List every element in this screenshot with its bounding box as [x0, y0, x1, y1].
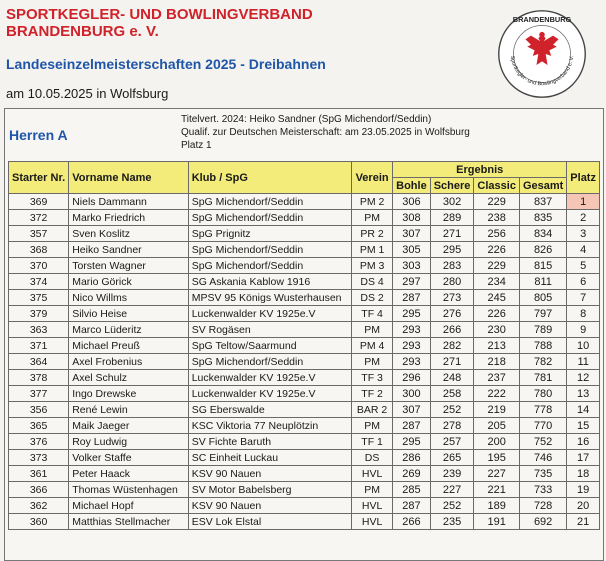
- score-bohle: 266: [393, 514, 431, 530]
- score-schere: 278: [430, 418, 474, 434]
- player-name: Mario Görick: [69, 274, 189, 290]
- verein-code: PM 1: [352, 242, 393, 258]
- score-classic: 191: [474, 514, 520, 530]
- score-classic: 245: [474, 290, 520, 306]
- table-row: [9, 210, 600, 226]
- verein-code: PM 3: [352, 258, 393, 274]
- starter-number: 368: [9, 242, 69, 258]
- score-classic: 200: [474, 434, 520, 450]
- score-schere: 273: [430, 290, 474, 306]
- player-name: Sven Koslitz: [69, 226, 189, 242]
- club-name: SpG Michendorf/Seddin: [188, 354, 351, 370]
- player-name: Niels Dammann: [69, 194, 189, 210]
- player-name: Matthias Stellmacher: [69, 514, 189, 530]
- header-ergebnis: Ergebnis: [393, 162, 567, 178]
- rank: 17: [567, 450, 600, 466]
- player-name: Maik Jaeger: [69, 418, 189, 434]
- verein-code: PM: [352, 210, 393, 226]
- player-name: Axel Frobenius: [69, 354, 189, 370]
- score-bohle: 306: [393, 194, 431, 210]
- club-name: Luckenwalder KV 1925e.V: [188, 386, 351, 402]
- results-table: [8, 161, 600, 530]
- verein-code: HVL: [352, 498, 393, 514]
- score-bohle: 307: [393, 402, 431, 418]
- score-total: 782: [519, 354, 566, 370]
- score-classic: 222: [474, 386, 520, 402]
- score-schere: 276: [430, 306, 474, 322]
- header-name: Vorname Name: [69, 162, 189, 194]
- starter-number: 357: [9, 226, 69, 242]
- table-row: [9, 370, 600, 386]
- score-bohle: 305: [393, 242, 431, 258]
- table-row: [9, 466, 600, 482]
- club-name: SpG Michendorf/Seddin: [188, 242, 351, 258]
- score-total: 778: [519, 402, 566, 418]
- table-row: [9, 290, 600, 306]
- title-holder-info: Titelvert. 2024: Heiko Sandner (SpG Michendorf/Seddin): [181, 114, 432, 125]
- score-classic: 238: [474, 210, 520, 226]
- score-schere: 257: [430, 434, 474, 450]
- table-row: [9, 258, 600, 274]
- header-platz: Platz: [567, 162, 600, 194]
- club-name: SpG Michendorf/Seddin: [188, 194, 351, 210]
- table-row: [9, 274, 600, 290]
- score-bohle: 287: [393, 418, 431, 434]
- rank: 19: [567, 482, 600, 498]
- starter-number: 362: [9, 498, 69, 514]
- score-bohle: 287: [393, 498, 431, 514]
- score-classic: 195: [474, 450, 520, 466]
- score-classic: 205: [474, 418, 520, 434]
- score-schere: 282: [430, 338, 474, 354]
- score-total: 797: [519, 306, 566, 322]
- score-classic: 218: [474, 354, 520, 370]
- starter-number: 377: [9, 386, 69, 402]
- header-starter: Starter Nr.: [9, 162, 69, 194]
- table-row: [9, 322, 600, 338]
- club-name: SV Fichte Baruth: [188, 434, 351, 450]
- club-name: Luckenwalder KV 1925e.V: [188, 306, 351, 322]
- score-schere: 252: [430, 402, 474, 418]
- score-schere: 239: [430, 466, 474, 482]
- club-name: SpG Prignitz: [188, 226, 351, 242]
- rank: 9: [567, 322, 600, 338]
- rank: 8: [567, 306, 600, 322]
- player-name: Ingo Drewske: [69, 386, 189, 402]
- starter-number: 356: [9, 402, 69, 418]
- score-schere: 283: [430, 258, 474, 274]
- player-name: Volker Staffe: [69, 450, 189, 466]
- header-club: Klub / SpG: [188, 162, 351, 194]
- table-row: [9, 354, 600, 370]
- verein-code: PM 2: [352, 194, 393, 210]
- starter-number: 372: [9, 210, 69, 226]
- score-bohle: 293: [393, 338, 431, 354]
- club-name: SV Motor Babelsberg: [188, 482, 351, 498]
- score-classic: 230: [474, 322, 520, 338]
- event-date: am 10.05.2025 in Wolfsburg: [6, 86, 169, 101]
- verein-code: DS 4: [352, 274, 393, 290]
- player-name: Silvio Heise: [69, 306, 189, 322]
- player-name: Michael Preuß: [69, 338, 189, 354]
- score-classic: 234: [474, 274, 520, 290]
- club-name: MPSV 95 Königs Wusterhausen: [188, 290, 351, 306]
- score-bohle: 296: [393, 370, 431, 386]
- score-schere: 266: [430, 322, 474, 338]
- rank: 12: [567, 370, 600, 386]
- table-row: [9, 434, 600, 450]
- starter-number: 369: [9, 194, 69, 210]
- score-bohle: 295: [393, 306, 431, 322]
- table-row: [9, 242, 600, 258]
- score-total: 728: [519, 498, 566, 514]
- logo-top-text: BRANDENBURG: [512, 14, 572, 24]
- qualification-info: Qualif. zur Deutschen Meisterschaft: am 23.05.2025 in Wolfsburg: [181, 127, 470, 138]
- club-name: SG Eberswalde: [188, 402, 351, 418]
- score-schere: 248: [430, 370, 474, 386]
- document-title: Landeseinzelmeisterschaften 2025 - Dreibahnen: [6, 56, 326, 72]
- score-bohle: 285: [393, 482, 431, 498]
- table-row: [9, 514, 600, 530]
- score-total: 834: [519, 226, 566, 242]
- score-schere: 302: [430, 194, 474, 210]
- score-classic: 221: [474, 482, 520, 498]
- results-section: [4, 108, 604, 561]
- score-schere: 280: [430, 274, 474, 290]
- club-name: SC Einheit Luckau: [188, 450, 351, 466]
- rank: 21: [567, 514, 600, 530]
- score-total: 781: [519, 370, 566, 386]
- table-row: [9, 418, 600, 434]
- verein-code: TF 1: [352, 434, 393, 450]
- club-name: SpG Michendorf/Seddin: [188, 258, 351, 274]
- table-row: [9, 338, 600, 354]
- header-gesamt: Gesamt: [519, 178, 566, 194]
- score-classic: 189: [474, 498, 520, 514]
- club-name: Luckenwalder KV 1925e.V: [188, 370, 351, 386]
- starter-number: 378: [9, 370, 69, 386]
- score-total: 805: [519, 290, 566, 306]
- score-bohle: 293: [393, 354, 431, 370]
- table-row: [9, 194, 600, 210]
- group-title: Herren A: [9, 127, 68, 143]
- rank: 7: [567, 290, 600, 306]
- starter-number: 376: [9, 434, 69, 450]
- verein-code: TF 3: [352, 370, 393, 386]
- verein-code: PM: [352, 322, 393, 338]
- rank: 1: [567, 194, 600, 210]
- score-total: 835: [519, 210, 566, 226]
- club-name: KSV 90 Nauen: [188, 498, 351, 514]
- score-total: 752: [519, 434, 566, 450]
- player-name: Marko Friedrich: [69, 210, 189, 226]
- score-schere: 252: [430, 498, 474, 514]
- score-bohle: 300: [393, 386, 431, 402]
- table-row: [9, 306, 600, 322]
- verein-code: TF 4: [352, 306, 393, 322]
- score-total: 811: [519, 274, 566, 290]
- club-name: ESV Lok Elstal: [188, 514, 351, 530]
- rank: 18: [567, 466, 600, 482]
- organization-name: [6, 6, 313, 40]
- score-total: 837: [519, 194, 566, 210]
- player-name: Thomas Wüstenhagen: [69, 482, 189, 498]
- score-classic: 237: [474, 370, 520, 386]
- table-row: [9, 498, 600, 514]
- qualification-places: Platz 1: [181, 140, 212, 151]
- score-classic: 256: [474, 226, 520, 242]
- club-name: SG Askania Kablow 1916: [188, 274, 351, 290]
- starter-number: 365: [9, 418, 69, 434]
- player-name: Roy Ludwig: [69, 434, 189, 450]
- score-classic: 229: [474, 258, 520, 274]
- starter-number: 375: [9, 290, 69, 306]
- header-verein: Verein: [352, 162, 393, 194]
- results-rows: [9, 194, 600, 530]
- starter-number: 366: [9, 482, 69, 498]
- rank: 13: [567, 386, 600, 402]
- score-total: 733: [519, 482, 566, 498]
- verein-code: PM 4: [352, 338, 393, 354]
- score-bohle: 269: [393, 466, 431, 482]
- starter-number: 360: [9, 514, 69, 530]
- rank: 3: [567, 226, 600, 242]
- rank: 5: [567, 258, 600, 274]
- score-bohle: 286: [393, 450, 431, 466]
- section-info: [181, 113, 470, 152]
- score-bohle: 287: [393, 290, 431, 306]
- score-schere: 235: [430, 514, 474, 530]
- score-schere: 258: [430, 386, 474, 402]
- table-row: [9, 226, 600, 242]
- header-bohle: Bohle: [393, 178, 431, 194]
- club-name: KSC Viktoria 77 Neuplötzin: [188, 418, 351, 434]
- score-total: 788: [519, 338, 566, 354]
- score-classic: 226: [474, 242, 520, 258]
- score-total: 815: [519, 258, 566, 274]
- rank: 10: [567, 338, 600, 354]
- score-bohle: 303: [393, 258, 431, 274]
- federation-logo: [496, 8, 588, 100]
- club-name: SV Rogäsen: [188, 322, 351, 338]
- score-classic: 226: [474, 306, 520, 322]
- score-bohle: 293: [393, 322, 431, 338]
- club-name: SpG Teltow/Saarmund: [188, 338, 351, 354]
- verein-code: DS: [352, 450, 393, 466]
- starter-number: 363: [9, 322, 69, 338]
- verein-code: PM: [352, 482, 393, 498]
- logo-ring-text: Sportkegler- und Bowlingverband e. V.: [508, 55, 576, 88]
- score-schere: 295: [430, 242, 474, 258]
- score-classic: 213: [474, 338, 520, 354]
- starter-number: 370: [9, 258, 69, 274]
- score-total: 692: [519, 514, 566, 530]
- score-total: 735: [519, 466, 566, 482]
- rank: 2: [567, 210, 600, 226]
- rank: 15: [567, 418, 600, 434]
- verein-code: HVL: [352, 514, 393, 530]
- verein-code: PR 2: [352, 226, 393, 242]
- score-bohle: 295: [393, 434, 431, 450]
- score-bohle: 297: [393, 274, 431, 290]
- starter-number: 373: [9, 450, 69, 466]
- verein-code: DS 2: [352, 290, 393, 306]
- score-total: 826: [519, 242, 566, 258]
- player-name: Axel Schulz: [69, 370, 189, 386]
- starter-number: 374: [9, 274, 69, 290]
- header-classic: Classic: [474, 178, 520, 194]
- table-row: [9, 450, 600, 466]
- player-name: Peter Haack: [69, 466, 189, 482]
- player-name: Torsten Wagner: [69, 258, 189, 274]
- score-total: 780: [519, 386, 566, 402]
- verein-code: PM: [352, 418, 393, 434]
- score-schere: 271: [430, 354, 474, 370]
- player-name: Nico Willms: [69, 290, 189, 306]
- score-bohle: 308: [393, 210, 431, 226]
- table-row: [9, 482, 600, 498]
- rank: 20: [567, 498, 600, 514]
- starter-number: 371: [9, 338, 69, 354]
- score-classic: 219: [474, 402, 520, 418]
- player-name: Michael Hopf: [69, 498, 189, 514]
- score-schere: 265: [430, 450, 474, 466]
- organization-line-2: BRANDENBURG e. V.: [6, 23, 159, 40]
- score-classic: 227: [474, 466, 520, 482]
- score-schere: 271: [430, 226, 474, 242]
- rank: 4: [567, 242, 600, 258]
- rank: 16: [567, 434, 600, 450]
- verein-code: PM: [352, 354, 393, 370]
- score-schere: 227: [430, 482, 474, 498]
- starter-number: 361: [9, 466, 69, 482]
- rank: 14: [567, 402, 600, 418]
- starter-number: 364: [9, 354, 69, 370]
- club-name: SpG Michendorf/Seddin: [188, 210, 351, 226]
- rank: 6: [567, 274, 600, 290]
- player-name: René Lewin: [69, 402, 189, 418]
- header-schere: Schere: [430, 178, 474, 194]
- organization-line-1: SPORTKEGLER- UND BOWLINGVERBAND: [6, 6, 313, 23]
- rank: 11: [567, 354, 600, 370]
- table-row: [9, 386, 600, 402]
- verein-code: TF 2: [352, 386, 393, 402]
- score-schere: 289: [430, 210, 474, 226]
- score-total: 770: [519, 418, 566, 434]
- player-name: Marco Lüderitz: [69, 322, 189, 338]
- verein-code: BAR 2: [352, 402, 393, 418]
- table-row: [9, 402, 600, 418]
- score-total: 789: [519, 322, 566, 338]
- score-bohle: 307: [393, 226, 431, 242]
- player-name: Heiko Sandner: [69, 242, 189, 258]
- score-total: 746: [519, 450, 566, 466]
- score-classic: 229: [474, 194, 520, 210]
- club-name: KSV 90 Nauen: [188, 466, 351, 482]
- starter-number: 379: [9, 306, 69, 322]
- verein-code: HVL: [352, 466, 393, 482]
